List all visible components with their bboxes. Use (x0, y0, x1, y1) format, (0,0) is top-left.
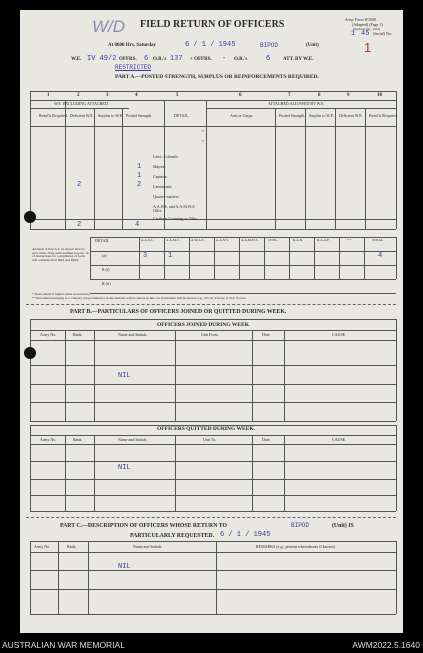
offrs-value: 6 (144, 55, 149, 63)
analysis-note: Analysis of Part A to be shown here by ALL units. Only units notified in para. 16 of instructions for compilation of form will complete Part B(ii) and B(iii). (32, 247, 89, 262)
col-num-6: 6 (239, 93, 242, 98)
analysis-col-ran: R.A.N. (293, 238, 304, 242)
we-label: W.E. (71, 57, 82, 62)
col-num-8: 8 (318, 93, 321, 98)
restricted-stamp: RESTRICTED (115, 64, 152, 71)
handwritten-initials: W/D (92, 17, 126, 36)
form-sheet: FIELD RETURN OF OFFICERS Army Form W3008 (Adapted) (Page 1) (Revised Jan., 1943) 1 45 (Serial) No. 1 W/D At 0600 Hrs. Saturday 6 / 1 / 1945 BIPOD (Unit) W.E. IV 49/2 OFFRS. 6 O.R.'s 137 + OFFRS. - O.R.'s 6 ATT. BY W.E. RESTRICTED PART A.—POSTED STRENGTH, SURPLUS OR REINFORCEMENTS REQUIRED. 1 2 3 4 5 6 7 8 9 10 W.E. EXCLUDING ATTACHED. ATTACHED ALLOWED BY W.E. Reinf'ts Required. Deficient W.E. Surplus to W.E. Posted Strength. DETAIL. Arm or Corps. Posted Strength. Surplus to W.E. Deficient W.E. Reinf'ts Required. * * Lieut.-Colonels Majors Captains Lieutenants Quarter-masters A.A.N.S. and A.A.M.W.S. Offrs. Civilians Counting as Offrs. 1 1 2 2 2 4 Analysis of Part A to be shown here by ALL units. Only units notified in para. 16 of instructions for compilation of form will complete Part B(ii) and B(iii). DETAIL A.A.S.C. A.A.M.C. A.W.A.S. A.A.N.S. A.A.M.W.S. CIVIL. R.A.N. R.A.A.F. * * TOTAL. (a) R (i) R (ii) 3 1 4 * Insert detail of higher ranks as necessary. ** Personnel belonging to a category not provided for in the analysis will be shown in this col. Particulars will be shown, e.g., 2i U.K. Forces; 1i N.Z. Forces. PART B.—PARTICULARS OF OFFICERS JOINED OR QUITTED DURING WEEK. OFFICERS JOINED DURING WEEK Army No. Rank. Name and Initials. Unit From. Date. CAUSE. NIL OFFICERS QUITTED DURING WEEK. Army No. Rank. Name and Initials. Unit To. Date. CAUSE. NIL PART C.—DESCRIPTION OF OFFICERS WHOSE RETURN TO BIPOD (Unit) IS PARTICULARLY REQUESTED. 6 / 1 / 1945 Army No. Rank. Name and Initials. REMARKS (e.g., present whereabouts if known). NIL (20, 10, 403, 633)
quitted-col-name: Name and Initials. (118, 437, 148, 442)
analysis-col-raaf: R.A.A.F. (317, 238, 330, 242)
part-a-title: PART A.—POSTED STRENGTH, SURPLUS OR REINFORCEMENTS REQUIRED. (115, 74, 319, 80)
note-other-category: ** Personnel belonging to a category not provided for in the analysis will be shown in this col. Particulars will be shown, e.g., 2i U.K. Forces; 1i N.Z. Forces. (32, 296, 247, 300)
rank-lieutenants: Lieutenants (153, 184, 172, 189)
analysis-col-awas: A.W.A.S. (191, 238, 205, 242)
part-c-title: PART C.—DESCRIPTION OF OFFICERS WHOSE RETURN TO (60, 523, 228, 529)
form-revised: (Revised Jan., 1943) (353, 26, 381, 31)
col-num-9: 9 (347, 93, 350, 98)
col-num-3: 3 (106, 93, 109, 98)
part-c-requested: PARTICULARLY REQUESTED. (130, 533, 214, 539)
analysis-row-rii: R (ii) (102, 281, 111, 286)
punch-hole-upper (24, 211, 36, 223)
c-nil: NIL (118, 563, 131, 571)
punch-hole-lower (24, 347, 36, 359)
ors-value: 137 (170, 55, 183, 63)
deficient-value: 2 (77, 181, 82, 189)
return-date: 6 / 1 / 1945 (185, 41, 236, 49)
group-we-excluding: W.E. EXCLUDING ATTACHED. (54, 101, 109, 106)
part-b-title: PART B.—PARTICULARS OF OFFICERS JOINED OR QUITTED DURING WEEK. (70, 309, 287, 315)
rank-captains: Captains (153, 174, 167, 179)
analysis-row-ri: R (i) (102, 267, 110, 272)
quitted-col-unit: Unit To. (203, 437, 217, 442)
quitted-col-rank: Rank. (73, 437, 83, 442)
joined-col-rank: Rank. (73, 332, 83, 337)
ors-label: O.R.'s (153, 57, 167, 62)
analysis-detail-label: DETAIL (95, 238, 110, 243)
posted-captains: 1 (137, 172, 142, 180)
serial-label: (Serial) No. (373, 31, 392, 36)
col-num-5: 5 (176, 93, 179, 98)
joined-col-army-no: Army No. (40, 332, 57, 337)
col-num-7: 7 (288, 93, 291, 98)
quitted-col-army-no: Army No. (40, 437, 57, 442)
plus-offrs-label: + OFFRS. (190, 57, 212, 62)
hdr-reinf-right: Reinf'ts Required. (369, 113, 398, 118)
note-higher-ranks: * Insert detail of higher ranks as necessary. (32, 292, 91, 296)
c-col-remarks: REMARKS (e.g., present whereabouts if known). (256, 544, 336, 549)
analysis-col-aasc: A.A.S.C. (141, 238, 154, 242)
analysis-col-aans: A.A.N.S. (216, 238, 230, 242)
c-col-name: Name and Initials. (133, 544, 163, 549)
analysis-a-aasc: 3 (143, 252, 148, 260)
quitted-nil: NIL (118, 464, 131, 472)
total-deficient: 2 (77, 221, 82, 229)
rank-majors: Majors (153, 164, 165, 169)
hdr-reinf-left: Reinf'ts Required. (39, 113, 68, 118)
red-mark: 1 (364, 40, 372, 55)
part-c-date: 6 / 1 / 1945 (220, 531, 271, 539)
hdr-posted-left: Posted Strength. (126, 113, 153, 118)
rank-aans: A.A.N.S. and A.A.M.W.S. Offrs. (153, 204, 196, 214)
unit-name: BIPOD (260, 42, 279, 49)
form-title: FIELD RETURN OF OFFICERS (140, 19, 285, 30)
analysis-col-aamc: A.A.M.C. (166, 238, 181, 242)
analysis-col-total: TOTAL. (372, 238, 385, 242)
hdr-deficient-left: Deficient W.E. (70, 113, 94, 118)
joined-col-date: Date. (262, 332, 271, 337)
analysis-a-aamc: 1 (168, 252, 173, 260)
posted-majors: 1 (137, 163, 142, 171)
att-label: ATT. BY W.E. (283, 57, 314, 62)
analysis-col-aamws: A.A.M.W.S. (241, 238, 259, 242)
col-num-10: 10 (377, 93, 382, 98)
rank-civilians: Civilians Counting as Offrs. (153, 216, 199, 221)
hdr-detail: DETAIL. (174, 113, 190, 118)
joined-nil: NIL (118, 372, 131, 380)
offrs-label: OFFRS. (119, 57, 137, 62)
part-c-unit: BIPOD (291, 522, 310, 529)
c-col-rank: Rank. (67, 544, 77, 549)
total-posted: 4 (135, 221, 140, 229)
rank-quartermasters: Quarter-masters (153, 194, 179, 199)
quitted-col-cause: CAUSE. (332, 437, 347, 442)
quitted-title: OFFICERS QUITTED DURING WEEK. (157, 426, 255, 432)
hdr-deficient-right: Deficient W.E. (339, 113, 363, 118)
hdr-surplus-right: Surplus to W.E. (309, 113, 335, 118)
col-num-4: 4 (135, 93, 138, 98)
joined-col-name: Name and Initials. (118, 332, 148, 337)
serial-prefix: 1 (351, 30, 356, 38)
analysis-col-civil: CIVIL. (268, 238, 279, 242)
form-adapted: (Adapted) (Page 1) (352, 22, 383, 27)
footer-institution: AUSTRALIAN WAR MEMORIAL (2, 640, 125, 650)
analysis-col-other: * * (347, 238, 352, 242)
quitted-col-date: Date. (262, 437, 271, 442)
we-value: IV 49/2 (87, 55, 117, 63)
time-line: At 0600 Hrs. Saturday (108, 43, 157, 48)
joined-title: OFFICERS JOINED DURING WEEK (157, 322, 250, 328)
ors2-label: O.R.'s (234, 57, 248, 62)
unit-label: (Unit) (306, 43, 319, 48)
offrs2-value: - (222, 55, 227, 63)
posted-lieutenants: 2 (137, 181, 142, 189)
hdr-arm-corps: Arm or Corps. (230, 113, 254, 118)
ors2-value: 6 (266, 55, 271, 63)
hdr-posted-right: Posted Strength. (279, 113, 306, 118)
analysis-row-a: (a) (102, 253, 107, 258)
form-number: Army Form W3008 (345, 17, 376, 22)
analysis-a-total: 4 (378, 252, 383, 260)
rank-lieut-colonels: Lieut.-Colonels (153, 154, 178, 159)
joined-col-cause: CAUSE. (332, 332, 347, 337)
footer-accession: AWM2022.5.1640 (352, 640, 420, 650)
joined-col-unit: Unit From. (201, 332, 219, 337)
col-num-1: 1 (47, 93, 50, 98)
c-col-army-no: Army No. (34, 544, 51, 549)
group-attached: ATTACHED ALLOWED BY W.E. (268, 101, 325, 106)
part-c-title-suffix: (Unit) IS (332, 523, 354, 529)
hdr-surplus-left: Surplus to W.E. (98, 113, 124, 118)
serial-number: 45 (361, 30, 370, 38)
col-num-2: 2 (77, 93, 80, 98)
